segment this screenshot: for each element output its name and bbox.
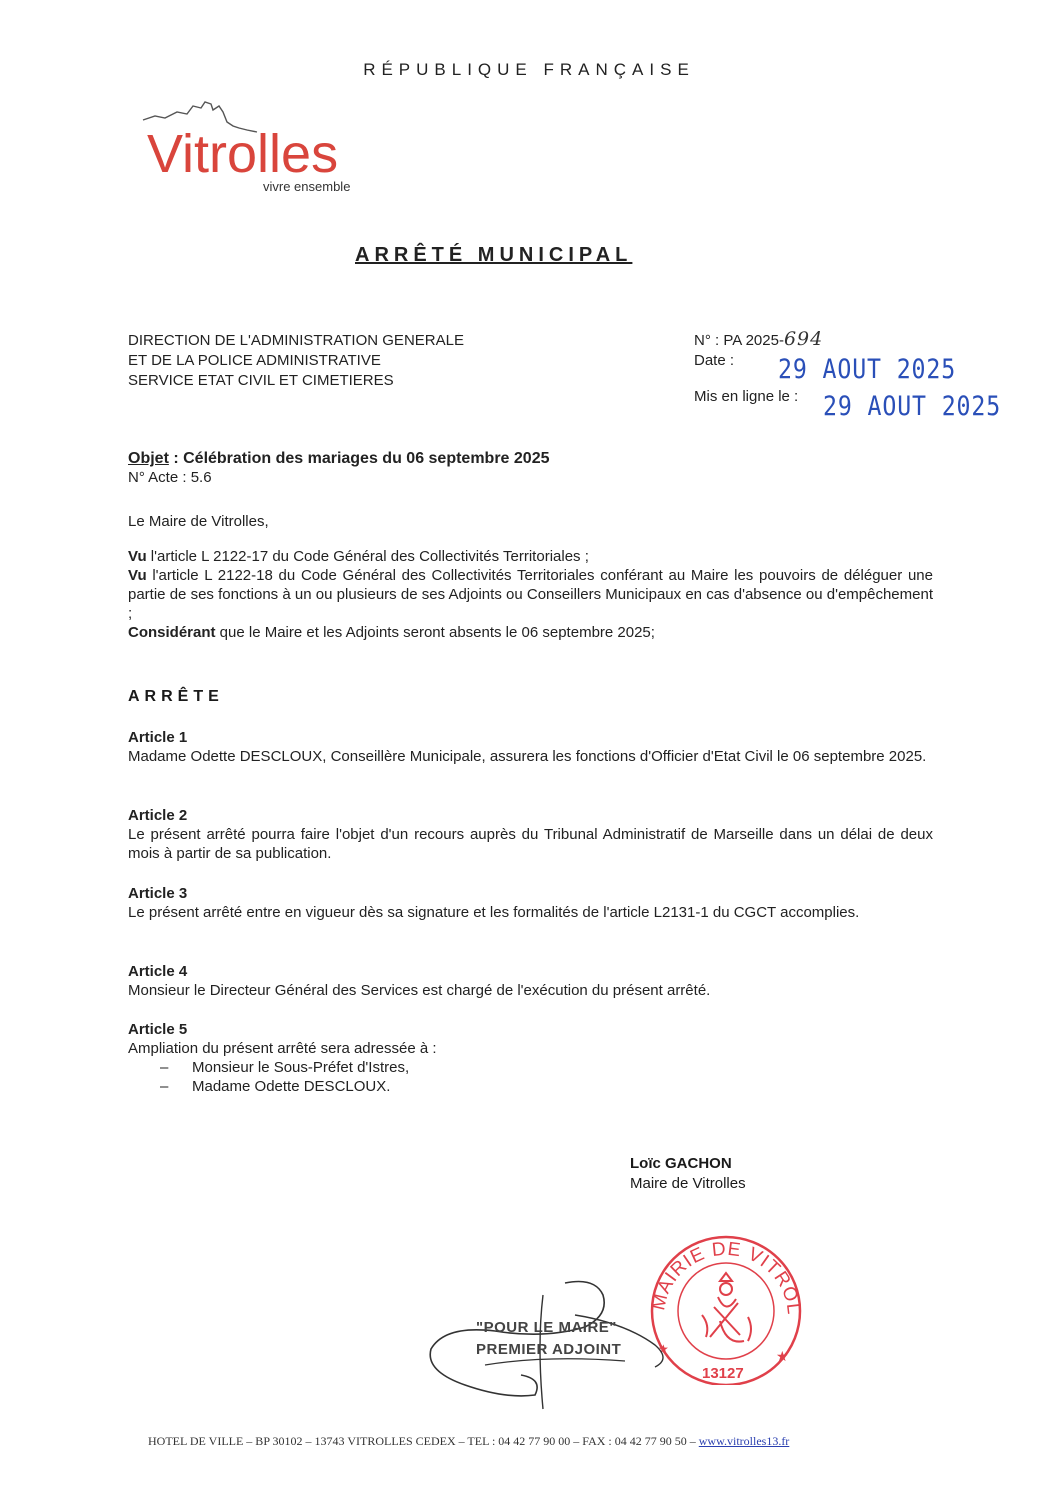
seal-figure: [702, 1273, 751, 1342]
intro: Le Maire de Vitrolles,: [128, 513, 269, 530]
article-text: Le présent arrêté entre en vigueur dès sa signature et les formalités de l'article L2131-1 du CGCT accomplies.: [128, 904, 860, 921]
document-title: ARRÊTÉ MUNICIPAL: [355, 244, 633, 266]
stamp-line: "POUR LE MAIRE": [476, 1319, 617, 1336]
stamp-line: PREMIER ADJOINT: [476, 1341, 622, 1358]
article-text: Ampliation du présent arrêté sera adressée à :: [128, 1040, 437, 1057]
consideration-item: [128, 566, 933, 623]
page-footer: [148, 1434, 789, 1449]
consideration-lead: Vu: [128, 548, 147, 565]
reference-number-handwritten: 694: [783, 328, 824, 350]
signatory-role: Maire de Vitrolles: [630, 1175, 746, 1192]
date-stamp: 29 AOUT 2025: [778, 354, 957, 385]
article-1: [128, 728, 933, 766]
article-3: [128, 884, 933, 922]
footer-text: HOTEL DE VILLE – BP 30102 – 13743 VITROLLES CEDEX – TEL : 04 42 77 90 00 – FAX : 04 42 77 90 50 –: [148, 1434, 699, 1448]
article-5: [128, 1020, 933, 1096]
article-title: Article 1: [128, 729, 188, 746]
department-line: DIRECTION DE L'ADMINISTRATION GENERALE: [128, 332, 464, 349]
republic-header: RÉPUBLIQUE FRANÇAISE: [363, 60, 695, 79]
website-link[interactable]: www.vitrolles13.fr: [698, 1434, 790, 1448]
department-line: ET DE LA POLICE ADMINISTRATIVE: [128, 352, 381, 369]
recipient-item: – Monsieur le Sous-Préfet d'Istres,: [128, 1058, 933, 1077]
recipient-item: – Madame Odette DESCLOUX.: [128, 1077, 933, 1096]
svg-text:MAIRIE DE VITROLLES: MAIRIE DE VITROL: [648, 1238, 805, 1317]
article-text: Madame Odette DESCLOUX, Conseillère Municipale, assurera les fonctions d'Officier d'Etat Civil le 06 septembre 2025.: [128, 748, 927, 765]
considerations: [128, 547, 933, 642]
article-title: Article 4: [128, 963, 188, 980]
seal-code: 13127: [702, 1365, 744, 1382]
reference-number-label: N° : PA 2025-: [694, 332, 784, 349]
online-label: Mis en ligne le :: [694, 388, 799, 405]
online-date-stamp: 29 AOUT 2025: [823, 391, 1002, 422]
article-text: Monsieur le Directeur Général des Services est chargé de l'exécution du présent arrêté.: [128, 982, 711, 999]
subject-text: Célébration des mariages du 06 septembre 2025: [183, 450, 550, 467]
consideration-text: l'article L 2122-17 du Code Général des Collectivités Territoriales ;: [146, 548, 589, 565]
consideration-text: l'article L 2122-18 du Code Général des Collectivités Territoriales conférant au Maire les pouvoirs de déléguer une partie de ses fonctions à un ou plusieurs de ses Adjoints ou Conseillers Municipaux en cas d'absence ou d'empêchement ;: [128, 567, 933, 622]
date-label: Date :: [694, 352, 735, 369]
department-block: [128, 331, 464, 391]
consideration-item: [128, 547, 933, 566]
article-text: Le présent arrêté pourra faire l'objet d'un recours auprès du Tribunal Administratif de Marseille dans un délai de deux mois à partir de sa publication.: [128, 826, 933, 862]
article-title: Article 5: [128, 1021, 188, 1038]
article-title: Article 3: [128, 885, 188, 902]
arrete-heading: ARRÊTE: [128, 688, 224, 705]
article-title: Article 2: [128, 807, 188, 824]
vitrolles-logo: [135, 100, 395, 196]
subject-block: [128, 449, 933, 487]
act-number: N° Acte : 5.6: [128, 469, 212, 486]
vitrolles-logo-graphic: [135, 100, 395, 196]
consideration-lead: Vu: [128, 567, 147, 584]
department-line: SERVICE ETAT CIVIL ET CIMETIERES: [128, 372, 394, 389]
consideration-item: [128, 623, 933, 642]
signatory-name: Loïc GACHON: [630, 1155, 732, 1172]
logo-wordmark: Vitrolles: [147, 124, 339, 184]
recipient-list: [128, 1058, 933, 1096]
subject-separator: :: [168, 450, 184, 467]
consideration-lead: Considérant: [128, 624, 216, 641]
article-2: [128, 806, 933, 863]
signatory-block: [630, 1154, 746, 1194]
article-4: [128, 962, 933, 1000]
consideration-text: que le Maire et les Adjoints seront absents le 06 septembre 2025;: [215, 624, 655, 641]
delegation-stamp: [476, 1317, 621, 1361]
svg-text:★: ★: [658, 1342, 669, 1356]
logo-tagline: vivre ensemble: [263, 179, 351, 194]
svg-text:★: ★: [776, 1348, 789, 1364]
subject-label: Objet: [128, 450, 169, 467]
